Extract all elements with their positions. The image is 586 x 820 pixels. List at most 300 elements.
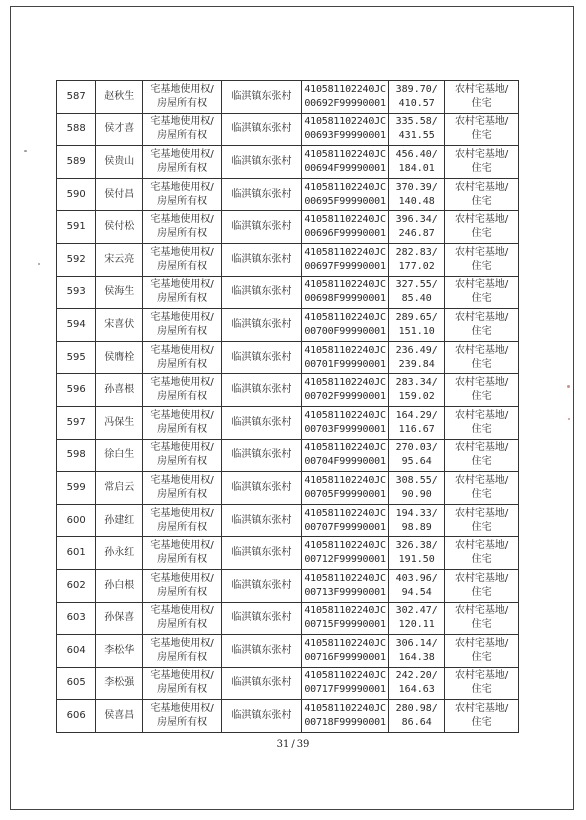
cell-area-line: 191.50 <box>398 554 435 566</box>
cell-area-line: 389.70/ <box>395 83 438 95</box>
cell-name: 孙永红 <box>96 537 143 570</box>
cell-right-type-line: 房屋所有权 <box>157 228 208 240</box>
cell-area <box>389 602 445 635</box>
cell-use-line: 住宅 <box>471 423 492 435</box>
cell-code-line: 410581102240JC <box>304 181 386 193</box>
table-row <box>57 569 519 602</box>
cell-code <box>301 341 388 374</box>
cell-area <box>389 309 445 342</box>
cell-right-type <box>143 667 222 700</box>
table-row <box>57 309 519 342</box>
cell-code-line: 410581102240JC <box>304 572 386 584</box>
cell-code-line: 410581102240JC <box>304 670 386 682</box>
cell-right-type <box>143 276 222 309</box>
cell-area <box>389 667 445 700</box>
cell-number: 604 <box>57 635 96 668</box>
cell-area <box>389 81 445 114</box>
cell-code-line: 410581102240JC <box>304 605 386 617</box>
cell-location: 临淇镇东张村 <box>222 406 302 439</box>
cell-number: 597 <box>57 406 96 439</box>
cell-right-type-line: 宅基地使用权/ <box>150 605 214 617</box>
cell-right-type <box>143 635 222 668</box>
cell-use-line: 农村宅基地/ <box>454 703 509 715</box>
cell-area-line: 456.40/ <box>395 148 438 160</box>
cell-code <box>301 146 388 179</box>
cell-code-line: 410581102240JC <box>304 409 386 421</box>
records-table-body <box>57 81 519 733</box>
cell-area-line: 302.47/ <box>395 605 438 617</box>
cell-area-line: 306.14/ <box>395 637 438 649</box>
cell-use-line: 农村宅基地/ <box>454 148 509 160</box>
cell-area-line: 194.33/ <box>395 507 438 519</box>
cell-code-line: 410581102240JC <box>304 377 386 389</box>
cell-area-line: 239.84 <box>398 358 435 370</box>
cell-right-type-line: 宅基地使用权/ <box>150 148 214 160</box>
cell-right-type-line: 宅基地使用权/ <box>150 670 214 682</box>
cell-right-type <box>143 81 222 114</box>
cell-code-line: 00693F99990001 <box>304 130 386 142</box>
cell-right-type-line: 宅基地使用权/ <box>150 344 214 356</box>
cell-name: 孙保喜 <box>96 602 143 635</box>
cell-use <box>445 243 519 276</box>
cell-number: 588 <box>57 113 96 146</box>
cell-use-line: 住宅 <box>471 97 492 109</box>
cell-use-line: 住宅 <box>471 586 492 598</box>
cell-use-line: 农村宅基地/ <box>454 409 509 421</box>
cell-right-type-line: 宅基地使用权/ <box>150 377 214 389</box>
page-number <box>0 739 586 750</box>
cell-code <box>301 667 388 700</box>
cell-area-line: 242.20/ <box>395 670 438 682</box>
cell-use-line: 农村宅基地/ <box>454 474 509 486</box>
cell-area-line: 246.87 <box>398 228 435 240</box>
cell-area-line: 283.34/ <box>395 377 438 389</box>
cell-location: 临淇镇东张村 <box>222 374 302 407</box>
cell-right-type-line: 房屋所有权 <box>157 423 208 435</box>
cell-right-type-line: 房屋所有权 <box>157 293 208 305</box>
cell-area-line: 236.49/ <box>395 344 438 356</box>
cell-use-line: 农村宅基地/ <box>454 344 509 356</box>
cell-name: 徐白生 <box>96 439 143 472</box>
cell-use <box>445 113 519 146</box>
cell-location: 临淇镇东张村 <box>222 504 302 537</box>
cell-right-type <box>143 472 222 505</box>
cell-number: 590 <box>57 178 96 211</box>
cell-code-line: 410581102240JC <box>304 214 386 226</box>
cell-code-line: 00703F99990001 <box>304 423 386 435</box>
cell-use <box>445 472 519 505</box>
cell-area <box>389 243 445 276</box>
cell-code-line: 00692F99990001 <box>304 97 386 109</box>
cell-use <box>445 211 519 244</box>
table-row <box>57 439 519 472</box>
records-table <box>56 80 519 733</box>
cell-right-type-line: 宅基地使用权/ <box>150 246 214 258</box>
cell-number: 605 <box>57 667 96 700</box>
cell-location: 临淇镇东张村 <box>222 667 302 700</box>
cell-use-line: 农村宅基地/ <box>454 540 509 552</box>
cell-code-line: 00696F99990001 <box>304 228 386 240</box>
cell-name: 侯贵山 <box>96 146 143 179</box>
cell-use <box>445 504 519 537</box>
cell-code <box>301 504 388 537</box>
cell-use <box>445 276 519 309</box>
cell-code <box>301 700 388 733</box>
cell-location: 临淇镇东张村 <box>222 472 302 505</box>
cell-use-line: 农村宅基地/ <box>454 181 509 193</box>
cell-area-line: 282.83/ <box>395 246 438 258</box>
cell-name: 宋喜伏 <box>96 309 143 342</box>
cell-area-line: 370.39/ <box>395 181 438 193</box>
cell-area <box>389 211 445 244</box>
cell-number: 599 <box>57 472 96 505</box>
cell-code-line: 00718F99990001 <box>304 717 386 729</box>
table-row <box>57 504 519 537</box>
cell-area-line: 326.38/ <box>395 540 438 552</box>
cell-use-line: 农村宅基地/ <box>454 83 509 95</box>
cell-number: 587 <box>57 81 96 114</box>
cell-right-type-line: 房屋所有权 <box>157 651 208 663</box>
cell-area-line: 410.57 <box>398 97 435 109</box>
cell-area-line: 308.55/ <box>395 474 438 486</box>
cell-name: 冯保生 <box>96 406 143 439</box>
cell-code-line: 410581102240JC <box>304 637 386 649</box>
cell-name: 赵秋生 <box>96 81 143 114</box>
cell-code-line: 410581102240JC <box>304 116 386 128</box>
page-separator: / <box>291 739 295 750</box>
cell-right-type-line: 房屋所有权 <box>157 488 208 500</box>
cell-area-line: 86.64 <box>401 717 432 729</box>
cell-location: 临淇镇东张村 <box>222 569 302 602</box>
cell-right-type-line: 房屋所有权 <box>157 358 208 370</box>
scan-speck <box>38 263 40 265</box>
cell-area <box>389 537 445 570</box>
cell-code <box>301 309 388 342</box>
page-current: 31 <box>276 739 290 750</box>
cell-area-line: 94.54 <box>401 586 432 598</box>
cell-area <box>389 146 445 179</box>
cell-code-line: 00698F99990001 <box>304 293 386 305</box>
cell-location: 临淇镇东张村 <box>222 700 302 733</box>
cell-area-line: 327.55/ <box>395 279 438 291</box>
cell-area <box>389 276 445 309</box>
cell-area-line: 85.40 <box>401 293 432 305</box>
cell-use-line: 住宅 <box>471 260 492 272</box>
table-row <box>57 81 519 114</box>
cell-use-line: 住宅 <box>471 717 492 729</box>
cell-right-type-line: 房屋所有权 <box>157 456 208 468</box>
cell-use <box>445 178 519 211</box>
cell-area-line: 164.38 <box>398 651 435 663</box>
cell-name: 孙建红 <box>96 504 143 537</box>
cell-use <box>445 667 519 700</box>
cell-code-line: 00704F99990001 <box>304 456 386 468</box>
table-row <box>57 113 519 146</box>
cell-number: 596 <box>57 374 96 407</box>
scan-speck <box>24 150 27 152</box>
cell-area <box>389 439 445 472</box>
cell-area-line: 431.55 <box>398 130 435 142</box>
cell-area-line: 396.34/ <box>395 214 438 226</box>
cell-area <box>389 569 445 602</box>
cell-use-line: 住宅 <box>471 358 492 370</box>
cell-use <box>445 602 519 635</box>
table-row <box>57 537 519 570</box>
cell-name: 侯喜昌 <box>96 700 143 733</box>
cell-code <box>301 635 388 668</box>
cell-code-line: 410581102240JC <box>304 540 386 552</box>
cell-location: 临淇镇东张村 <box>222 439 302 472</box>
cell-location: 临淇镇东张村 <box>222 341 302 374</box>
cell-use-line: 农村宅基地/ <box>454 605 509 617</box>
cell-code <box>301 472 388 505</box>
table-row <box>57 635 519 668</box>
cell-code-line: 00715F99990001 <box>304 619 386 631</box>
cell-right-type <box>143 537 222 570</box>
cell-location: 临淇镇东张村 <box>222 81 302 114</box>
cell-right-type-line: 房屋所有权 <box>157 325 208 337</box>
cell-code-line: 00716F99990001 <box>304 651 386 663</box>
cell-area-line: 280.98/ <box>395 703 438 715</box>
table-row <box>57 472 519 505</box>
cell-area <box>389 374 445 407</box>
cell-area-line: 164.63 <box>398 684 435 696</box>
cell-code <box>301 569 388 602</box>
cell-use <box>445 700 519 733</box>
cell-right-type <box>143 341 222 374</box>
cell-code-line: 00705F99990001 <box>304 488 386 500</box>
cell-code <box>301 243 388 276</box>
cell-right-type-line: 房屋所有权 <box>157 586 208 598</box>
cell-right-type <box>143 374 222 407</box>
cell-area-line: 164.29/ <box>395 409 438 421</box>
cell-use-line: 住宅 <box>471 521 492 533</box>
cell-area-line: 270.03/ <box>395 442 438 454</box>
cell-code <box>301 602 388 635</box>
cell-right-type <box>143 569 222 602</box>
cell-location: 临淇镇东张村 <box>222 309 302 342</box>
cell-right-type-line: 房屋所有权 <box>157 554 208 566</box>
cell-code-line: 00702F99990001 <box>304 391 386 403</box>
cell-area-line: 335.58/ <box>395 116 438 128</box>
cell-right-type-line: 宅基地使用权/ <box>150 572 214 584</box>
cell-code <box>301 537 388 570</box>
cell-use <box>445 537 519 570</box>
cell-right-type-line: 宅基地使用权/ <box>150 409 214 421</box>
table-row <box>57 211 519 244</box>
cell-number: 602 <box>57 569 96 602</box>
cell-use-line: 农村宅基地/ <box>454 507 509 519</box>
table-row <box>57 406 519 439</box>
cell-right-type-line: 房屋所有权 <box>157 195 208 207</box>
cell-use-line: 住宅 <box>471 456 492 468</box>
cell-location: 临淇镇东张村 <box>222 243 302 276</box>
scan-speck <box>568 418 570 420</box>
table-row <box>57 178 519 211</box>
cell-location: 临淇镇东张村 <box>222 635 302 668</box>
cell-code-line: 00701F99990001 <box>304 358 386 370</box>
cell-right-type <box>143 178 222 211</box>
cell-area <box>389 472 445 505</box>
cell-code-line: 410581102240JC <box>304 246 386 258</box>
cell-location: 临淇镇东张村 <box>222 276 302 309</box>
cell-right-type-line: 宅基地使用权/ <box>150 83 214 95</box>
cell-code-line: 00694F99990001 <box>304 162 386 174</box>
cell-right-type-line: 房屋所有权 <box>157 260 208 272</box>
cell-number: 603 <box>57 602 96 635</box>
cell-use-line: 农村宅基地/ <box>454 311 509 323</box>
cell-name: 常启云 <box>96 472 143 505</box>
cell-code-line: 00717F99990001 <box>304 684 386 696</box>
cell-number: 606 <box>57 700 96 733</box>
cell-code-line: 00695F99990001 <box>304 195 386 207</box>
cell-right-type-line: 宅基地使用权/ <box>150 637 214 649</box>
cell-location: 临淇镇东张村 <box>222 211 302 244</box>
cell-right-type-line: 宅基地使用权/ <box>150 311 214 323</box>
cell-use-line: 农村宅基地/ <box>454 377 509 389</box>
cell-area <box>389 113 445 146</box>
cell-right-type <box>143 113 222 146</box>
cell-right-type <box>143 504 222 537</box>
cell-right-type-line: 宅基地使用权/ <box>150 116 214 128</box>
cell-right-type-line: 宅基地使用权/ <box>150 181 214 193</box>
cell-use <box>445 374 519 407</box>
table-row <box>57 602 519 635</box>
cell-code-line: 410581102240JC <box>304 507 386 519</box>
cell-location: 临淇镇东张村 <box>222 146 302 179</box>
cell-area <box>389 504 445 537</box>
cell-right-type-line: 宅基地使用权/ <box>150 442 214 454</box>
cell-code-line: 00707F99990001 <box>304 521 386 533</box>
cell-use-line: 住宅 <box>471 162 492 174</box>
cell-right-type-line: 宅基地使用权/ <box>150 703 214 715</box>
cell-code <box>301 113 388 146</box>
cell-use-line: 住宅 <box>471 293 492 305</box>
cell-code <box>301 178 388 211</box>
cell-code-line: 410581102240JC <box>304 148 386 160</box>
cell-use-line: 住宅 <box>471 488 492 500</box>
cell-number: 592 <box>57 243 96 276</box>
cell-right-type-line: 房屋所有权 <box>157 619 208 631</box>
cell-code-line: 410581102240JC <box>304 83 386 95</box>
cell-use <box>445 309 519 342</box>
cell-location: 临淇镇东张村 <box>222 113 302 146</box>
cell-use <box>445 341 519 374</box>
cell-right-type-line: 宅基地使用权/ <box>150 507 214 519</box>
cell-use-line: 农村宅基地/ <box>454 214 509 226</box>
scan-speck <box>567 385 570 388</box>
cell-area-line: 289.65/ <box>395 311 438 323</box>
cell-use-line: 住宅 <box>471 228 492 240</box>
cell-name: 侯付松 <box>96 211 143 244</box>
cell-use-line: 住宅 <box>471 325 492 337</box>
cell-right-type-line: 宅基地使用权/ <box>150 214 214 226</box>
cell-use-line: 农村宅基地/ <box>454 637 509 649</box>
cell-area <box>389 406 445 439</box>
cell-code <box>301 276 388 309</box>
cell-area-line: 120.11 <box>398 619 435 631</box>
cell-code-line: 410581102240JC <box>304 279 386 291</box>
cell-use-line: 农村宅基地/ <box>454 279 509 291</box>
cell-number: 600 <box>57 504 96 537</box>
cell-area-line: 159.02 <box>398 391 435 403</box>
cell-use <box>445 81 519 114</box>
cell-right-type <box>143 602 222 635</box>
cell-right-type <box>143 439 222 472</box>
cell-area-line: 90.90 <box>401 488 432 500</box>
cell-use <box>445 146 519 179</box>
cell-number: 601 <box>57 537 96 570</box>
table-row <box>57 700 519 733</box>
cell-use-line: 农村宅基地/ <box>454 116 509 128</box>
cell-use <box>445 635 519 668</box>
cell-code <box>301 81 388 114</box>
cell-area <box>389 178 445 211</box>
cell-code-line: 00697F99990001 <box>304 260 386 272</box>
cell-use-line: 住宅 <box>471 619 492 631</box>
cell-name: 孙喜根 <box>96 374 143 407</box>
cell-use-line: 住宅 <box>471 195 492 207</box>
cell-area-line: 140.48 <box>398 195 435 207</box>
cell-code-line: 00712F99990001 <box>304 554 386 566</box>
cell-right-type <box>143 243 222 276</box>
cell-right-type <box>143 700 222 733</box>
cell-right-type <box>143 146 222 179</box>
cell-name: 侯膺栓 <box>96 341 143 374</box>
cell-right-type-line: 房屋所有权 <box>157 162 208 174</box>
cell-right-type-line: 宅基地使用权/ <box>150 540 214 552</box>
cell-name: 李松强 <box>96 667 143 700</box>
cell-use-line: 农村宅基地/ <box>454 442 509 454</box>
cell-right-type-line: 房屋所有权 <box>157 97 208 109</box>
cell-location: 临淇镇东张村 <box>222 602 302 635</box>
cell-right-type <box>143 309 222 342</box>
cell-use <box>445 439 519 472</box>
cell-number: 594 <box>57 309 96 342</box>
cell-code-line: 00713F99990001 <box>304 586 386 598</box>
table-row <box>57 243 519 276</box>
cell-code <box>301 406 388 439</box>
table-row <box>57 374 519 407</box>
cell-code <box>301 374 388 407</box>
cell-name: 宋云亮 <box>96 243 143 276</box>
cell-number: 593 <box>57 276 96 309</box>
cell-right-type-line: 房屋所有权 <box>157 130 208 142</box>
cell-location: 临淇镇东张村 <box>222 178 302 211</box>
cell-right-type-line: 宅基地使用权/ <box>150 474 214 486</box>
page-total: 39 <box>296 739 310 750</box>
cell-code <box>301 211 388 244</box>
cell-name: 李松华 <box>96 635 143 668</box>
table-row <box>57 146 519 179</box>
cell-area <box>389 635 445 668</box>
table-row <box>57 341 519 374</box>
cell-area-line: 98.89 <box>401 521 432 533</box>
cell-right-type-line: 房屋所有权 <box>157 521 208 533</box>
cell-right-type <box>143 211 222 244</box>
cell-area <box>389 700 445 733</box>
cell-area-line: 95.64 <box>401 456 432 468</box>
cell-area-line: 177.02 <box>398 260 435 272</box>
cell-name: 侯才喜 <box>96 113 143 146</box>
cell-code-line: 410581102240JC <box>304 703 386 715</box>
cell-use-line: 农村宅基地/ <box>454 246 509 258</box>
cell-area-line: 403.96/ <box>395 572 438 584</box>
cell-name: 侯付昌 <box>96 178 143 211</box>
cell-use <box>445 569 519 602</box>
cell-right-type <box>143 406 222 439</box>
cell-number: 595 <box>57 341 96 374</box>
